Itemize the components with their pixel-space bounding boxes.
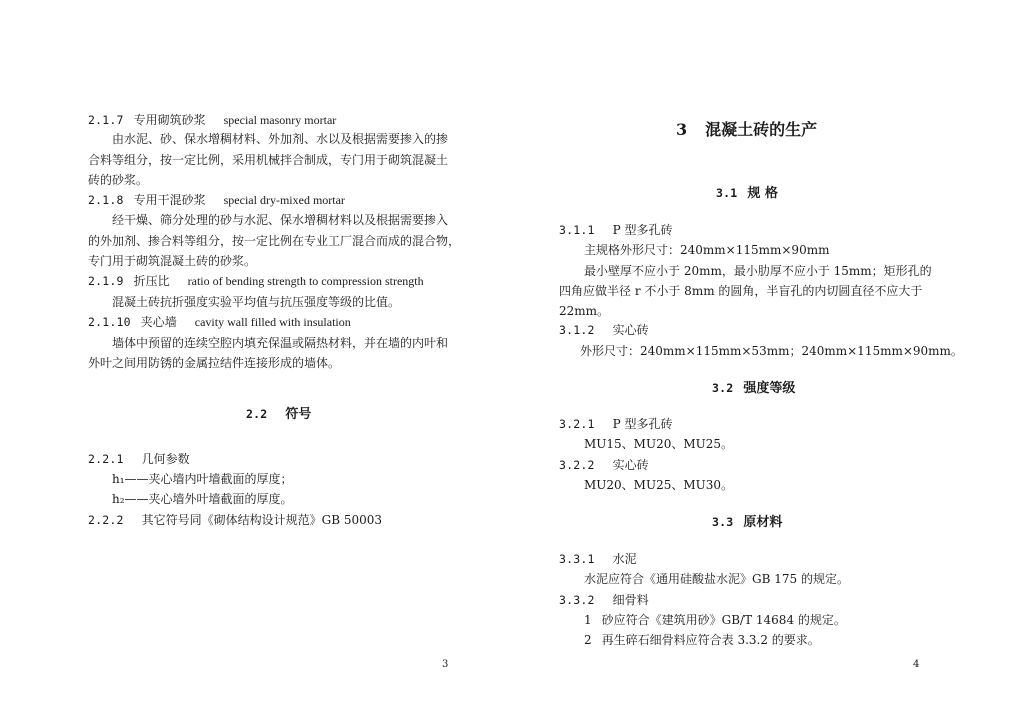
clause-body-line: 22mm。 [559, 304, 610, 318]
section-3-1-heading [716, 185, 778, 202]
section-3-3-heading [712, 514, 782, 531]
section-title: 规 格 [747, 186, 778, 201]
clause-title: 细骨料 [612, 593, 649, 607]
term-zh: 夹心墙 [140, 315, 177, 329]
section-title: 强度等级 [743, 381, 796, 396]
clause-2-1-10-heading [88, 314, 351, 330]
clause-number: 2.1.7 [88, 113, 124, 127]
section-number: 3.3 [712, 515, 734, 529]
clause-3-2-1-heading [559, 416, 673, 432]
clause-3-3-1-heading [559, 551, 637, 567]
list-item [584, 632, 820, 648]
section-number: 2.2 [246, 407, 268, 421]
section-3-2-heading [712, 380, 795, 397]
term-en: special dry-mixed mortar [223, 193, 345, 207]
clause-body-line: 水泥应符合《通用硅酸盐水泥》GB 175 的规定。 [584, 572, 849, 586]
clause-2-2-2 [88, 512, 382, 528]
clause-body-line: MU20、MU25、MU30。 [584, 478, 734, 492]
clause-body-line: 由水泥、砂、保水增稠材料、外加剂、水以及根据需要掺入的掺 [112, 132, 449, 146]
section-number: 3.2 [712, 381, 734, 395]
chapter-title: 混凝土砖的生产 [705, 120, 818, 139]
clause-title: 实心砖 [612, 458, 649, 472]
clause-2-1-7-heading [88, 112, 336, 128]
clause-body-line: 外叶之间用防锈的金属拉结件连接形成的墙体。 [88, 356, 341, 370]
term-zh: 专用干混砂浆 [133, 193, 206, 207]
term-en: ratio of bending strength to compression strength [187, 274, 424, 288]
section-title: 原材料 [743, 515, 783, 530]
clause-number: 2.1.8 [88, 193, 124, 207]
clause-3-2-2-heading [559, 457, 649, 473]
clause-body-line: 合料等组分，按一定比例，采用机械拌合制成，专门用于砌筑混凝土 [88, 153, 449, 167]
clause-number: 2.1.10 [88, 315, 131, 329]
symbol-item: h₁——夹心墙内叶墙截面的厚度； [112, 472, 293, 486]
clause-number: 2.2.1 [88, 452, 124, 466]
clause-number: 3.1.2 [559, 323, 595, 337]
section-2-2-heading [246, 406, 311, 423]
clause-title: P 型多孔砖 [612, 223, 673, 237]
list-item-number: 2 [584, 633, 592, 647]
clause-3-1-2-heading [559, 322, 649, 338]
clause-title: P 型多孔砖 [612, 417, 673, 431]
clause-2-2-1-heading [88, 451, 190, 467]
page-number: 3 [442, 659, 449, 670]
right-page [512, 0, 1024, 724]
clause-body-line: 经干燥、筛分处理的砂与水泥、保水增稠材料以及根据需要掺入 [112, 213, 449, 227]
list-item-number: 1 [584, 613, 592, 627]
clause-number: 3.2.1 [559, 417, 595, 431]
chapter-heading [676, 120, 817, 140]
clause-title: 几何参数 [141, 452, 190, 466]
clause-title: 水泥 [612, 552, 637, 566]
clause-number: 3.3.2 [559, 593, 595, 607]
clause-2-1-9-heading [88, 273, 424, 289]
clause-3-1-1-heading [559, 222, 673, 238]
clause-number: 2.1.9 [88, 274, 124, 288]
clause-body-line: 砖的砂浆。 [88, 173, 149, 187]
term-en: cavity wall filled with insulation [194, 315, 351, 329]
clause-body-line: 四角应做半径 r 不小于 8mm 的圆角，半盲孔的内切圆直径不应大于 [559, 284, 923, 298]
symbol-item: h₂——夹心墙外叶墙截面的厚度。 [112, 492, 293, 506]
section-title: 符号 [285, 407, 312, 422]
page-number: 4 [913, 659, 920, 670]
chapter-number: 3 [676, 120, 688, 139]
clause-text: 其它符号同《砌体结构设计规范》GB 50003 [141, 513, 383, 527]
clause-body-line: 外形尺寸：240mm×115mm×53mm；240mm×115mm×90mm。 [580, 344, 963, 358]
list-item-text: 砂应符合《建筑用砂》GB/T 14684 的规定。 [601, 613, 846, 627]
clause-body-line: 主规格外形尺寸：240mm×115mm×90mm [584, 243, 830, 257]
clause-body-line: MU15、MU20、MU25。 [584, 437, 734, 451]
term-en: special masonry mortar [223, 113, 337, 127]
clause-number: 3.1.1 [559, 223, 595, 237]
clause-body-line: 墙体中预留的连续空腔内填充保温或隔热材料，并在墙的内叶和 [112, 336, 449, 350]
clause-2-1-8-heading [88, 192, 345, 208]
clause-number: 2.2.2 [88, 513, 124, 527]
clause-body-line: 的外加剂、掺合料等组分，按一定比例在专业工厂混合而成的混合物， [88, 234, 461, 248]
clause-number: 3.2.2 [559, 458, 595, 472]
clause-number: 3.3.1 [559, 552, 595, 566]
clause-body-line: 专门用于砌筑混凝土砖的砂浆。 [88, 254, 257, 268]
section-number: 3.1 [716, 186, 738, 200]
clause-body-line: 最小壁厚不应小于 20mm，最小肋厚不应小于 15mm；矩形孔的 [584, 264, 932, 278]
term-zh: 折压比 [133, 274, 170, 288]
list-item-text: 再生碎石细骨料应符合表 3.3.2 的要求。 [601, 633, 820, 647]
list-item [584, 612, 846, 628]
term-zh: 专用砌筑砂浆 [133, 113, 206, 127]
clause-body-line: 混凝土砖抗折强度实验平均值与抗压强度等级的比值。 [112, 295, 401, 309]
clause-title: 实心砖 [612, 323, 649, 337]
clause-3-3-2-heading [559, 592, 649, 608]
